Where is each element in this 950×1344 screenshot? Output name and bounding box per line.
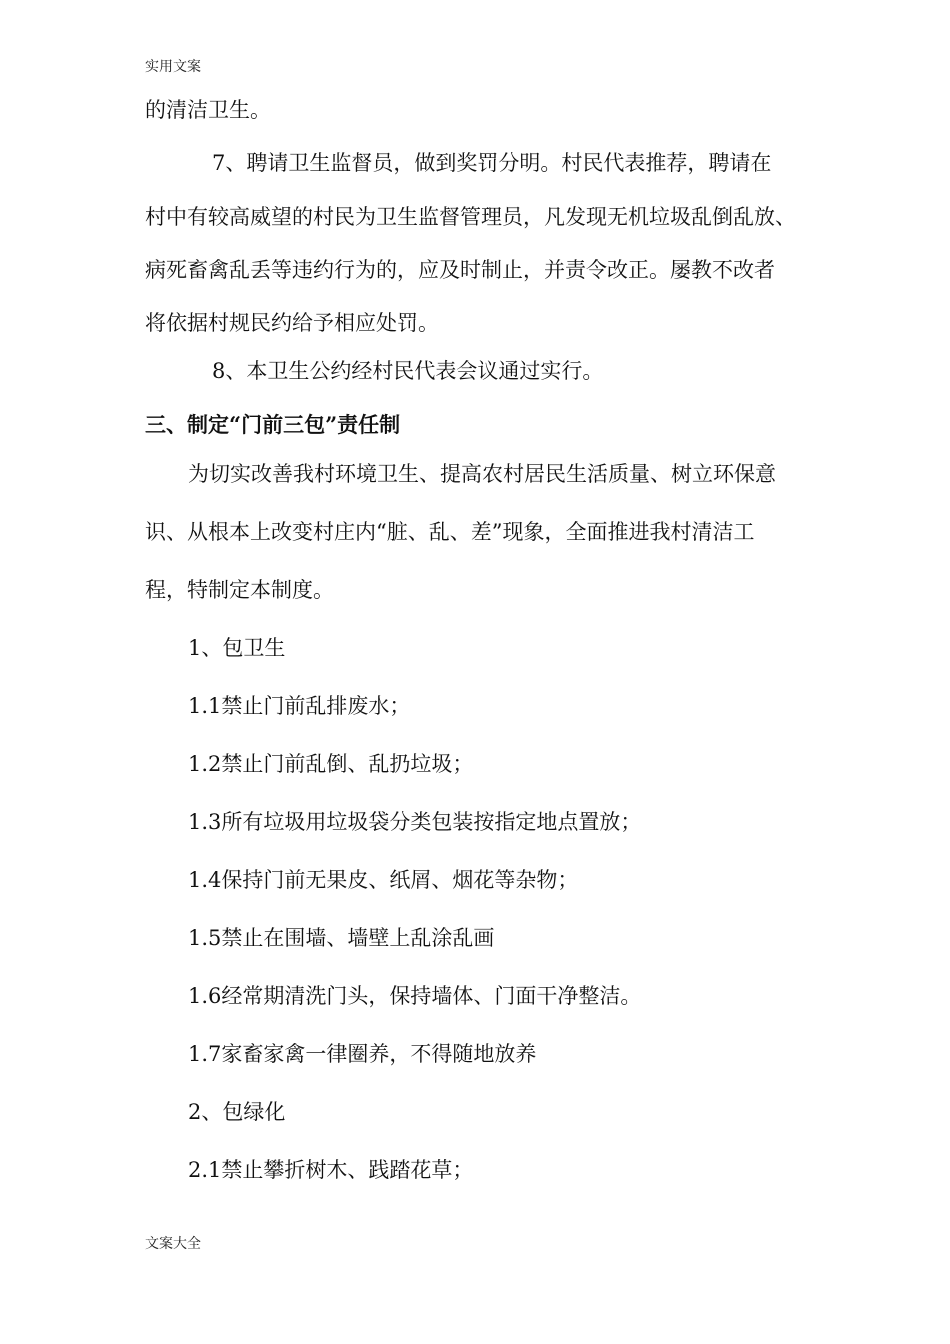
paragraph-line: 村中有较高威望的村民为卫生监督管理员，凡发现无机垃圾乱倒乱放、 [145, 205, 796, 229]
list-item: 1.3所有垃圾用垃圾袋分类包装按指定地点置放； [188, 810, 642, 834]
page-header: 实用文案 [145, 59, 201, 75]
section-heading: 三、制定“门前三包”责任制 [145, 412, 401, 437]
paragraph-line: 病死畜禽乱丢等违约行为的，应及时制止，并责令改正。屡教不改者 [145, 258, 775, 282]
list-item: 2、包绿化 [188, 1100, 286, 1124]
list-item: 1.1禁止门前乱排废水； [188, 694, 411, 718]
paragraph-line: 程，特制定本制度。 [145, 578, 334, 602]
paragraph-line: 将依据村规民约给予相应处罚。 [145, 311, 439, 335]
list-item: 1.6经常期清洗门头，保持墙体、门面干净整洁。 [188, 984, 642, 1008]
list-item: 1.4保持门前无果皮、纸屑、烟花等杂物； [188, 868, 579, 892]
list-item: 1、包卫生 [188, 636, 286, 660]
list-item: 1.5禁止在围墙、墙壁上乱涂乱画 [188, 926, 495, 950]
paragraph-line: 为切实改善我村环境卫生、提高农村居民生活质量、树立环保意 [188, 462, 776, 486]
paragraph-line: 7、聘请卫生监督员，做到奖罚分明。村民代表推荐，聘请在 [212, 151, 772, 175]
list-item: 2.1禁止攀折树木、践踏花草； [188, 1158, 474, 1182]
paragraph-line: 的清洁卫生。 [145, 98, 271, 122]
paragraph-line: 识、从根本上改变村庄内“脏、乱、差”现象，全面推进我村清洁工 [145, 520, 755, 544]
paragraph-line: 8、本卫生公约经村民代表会议通过实行。 [212, 359, 604, 383]
page-footer: 文案大全 [145, 1236, 201, 1252]
list-item: 1.7家畜家禽一律圈养，不得随地放养 [188, 1042, 537, 1066]
list-item: 1.2禁止门前乱倒、乱扔垃圾； [188, 752, 474, 776]
